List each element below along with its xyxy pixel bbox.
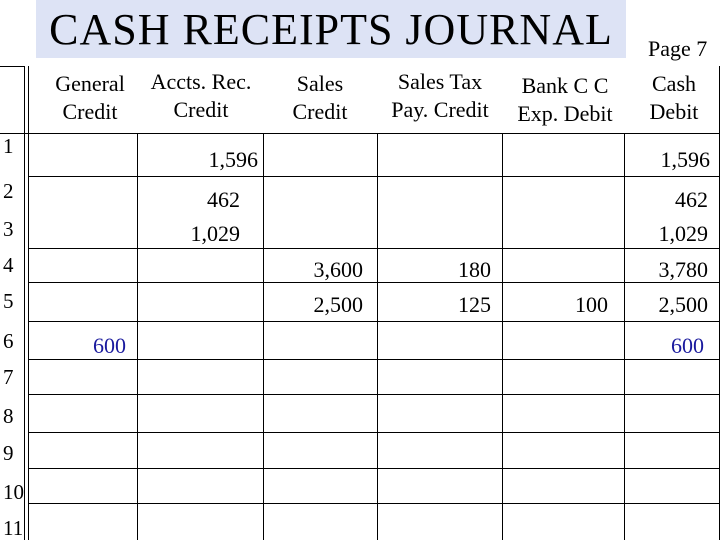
cell-r4-cash: 3,780 bbox=[658, 257, 708, 282]
cell-r2-cash: 462 bbox=[675, 187, 708, 212]
grid-line bbox=[502, 133, 503, 540]
grid-line bbox=[28, 468, 720, 469]
row-number: 2 bbox=[3, 179, 14, 203]
grid-line bbox=[0, 66, 24, 67]
cell-r1-cash: 1,596 bbox=[660, 147, 710, 172]
grid-line bbox=[24, 66, 25, 540]
grid-line bbox=[28, 248, 720, 249]
header-cash-debit: Cash Debit bbox=[649, 71, 699, 124]
cell-r5-sales-tax: 125 bbox=[458, 292, 491, 317]
cell-r6-general: 600 bbox=[93, 333, 126, 358]
row-number: 11 bbox=[3, 516, 24, 540]
row-number: 3 bbox=[3, 217, 14, 241]
header-sales-credit: Sales Credit bbox=[292, 71, 348, 124]
cell-r5-sales: 2,500 bbox=[313, 292, 363, 317]
grid-line bbox=[28, 176, 720, 177]
grid-line bbox=[0, 133, 720, 134]
grid-line bbox=[263, 133, 264, 540]
page-number: Page 7 bbox=[648, 36, 708, 61]
header-sales-tax-credit: Sales Tax Pay. Credit bbox=[391, 69, 489, 122]
grid-line bbox=[28, 359, 720, 360]
cell-r6-cash: 600 bbox=[671, 333, 704, 358]
row-number: 6 bbox=[3, 329, 14, 353]
header-bank-cc-debit: Bank C C Exp. Debit bbox=[517, 73, 613, 126]
grid-line bbox=[28, 394, 720, 395]
grid-line bbox=[28, 321, 720, 322]
cell-r4-sales: 3,600 bbox=[313, 257, 363, 282]
grid-line bbox=[137, 133, 138, 540]
grid-line bbox=[377, 133, 378, 540]
row-number: 1 bbox=[3, 134, 14, 158]
cell-r2-accts-rec: 462 bbox=[207, 187, 240, 212]
row-number: 9 bbox=[3, 441, 14, 465]
grid-line bbox=[28, 503, 720, 504]
cell-r3-accts-rec: 1,029 bbox=[190, 221, 240, 246]
row-number: 5 bbox=[3, 289, 14, 313]
row-number: 8 bbox=[3, 404, 14, 428]
grid-line bbox=[28, 282, 720, 283]
cell-r5-bank-cc: 100 bbox=[575, 292, 608, 317]
row-number: 10 bbox=[3, 480, 24, 504]
header-general-credit: General Credit bbox=[55, 71, 125, 124]
cell-r4-sales-tax: 180 bbox=[458, 257, 491, 282]
row-number: 4 bbox=[3, 253, 14, 277]
journal-title: CASH RECEIPTS JOURNAL bbox=[49, 5, 613, 54]
cell-r3-cash: 1,029 bbox=[658, 221, 708, 246]
cell-r5-cash: 2,500 bbox=[658, 292, 708, 317]
cell-r1-accts-rec: 1,596 bbox=[208, 147, 258, 172]
grid-line bbox=[624, 133, 625, 540]
header-accts-rec-credit: Accts. Rec. Credit bbox=[150, 69, 252, 122]
grid-line bbox=[28, 432, 720, 433]
row-number: 7 bbox=[3, 365, 14, 389]
